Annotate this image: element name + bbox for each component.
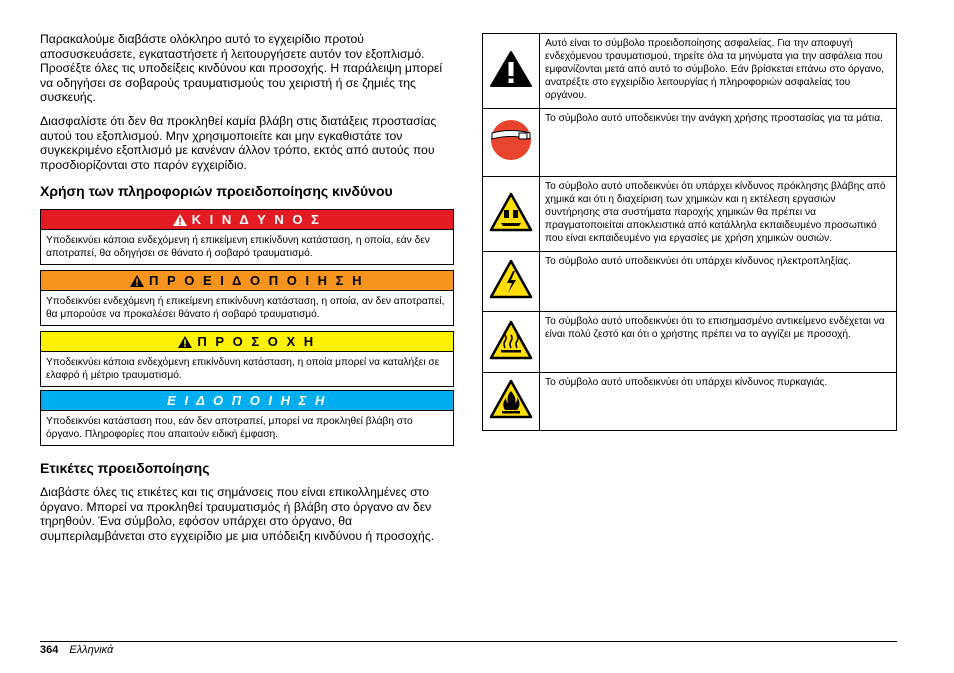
caution-box [40, 331, 454, 387]
warning-bar [41, 271, 453, 291]
symbol-text: Το σύμβολο αυτό υποδεικνύει ότι υπάρχει κίνδυνος πρόκλησης βλάβης από χημικά και ότι η διαχείριση των χημικών και η εκτέλεση εργασιών συντήρησης στα συστήματα παροχής χημικών θα πρέπει να πραγματοποιείται αποκλειστικά από κατάλληλα εκπαιδευμένο προσωπικό που είναι εκπαιδευμένο για εργασίες με χρήση χημικών ουσιών. [540, 177, 897, 252]
intro-paragraph-1: Παρακαλούμε διαβάστε ολόκληρο αυτό το εγχειρίδιο προτού αποσυσκευάσετε, εγκαταστήσετε ή λειτουργήσετε αυτόν τον εξοπλισμό. Προσέξτε όλες τις υποδείξεις κινδύνου και προσοχής. Η παράλειψη μπορεί να οδηγήσει σε σοβαρούς τραυματισμούς του χειριστή ή σε ζημιές της συσκευής. [40, 32, 443, 105]
symbol-text: Το σύμβολο αυτό υποδεικνύει την ανάγκη χρήσης προστασίας για τα μάτια. [540, 109, 897, 177]
symbol-text: Το σύμβολο αυτό υποδεικνύει ότι υπάρχει κίνδυνος πυρκαγιάς. [540, 373, 897, 431]
symbol-row [483, 177, 897, 252]
symbols-table [482, 33, 897, 431]
symbol-row [483, 252, 897, 312]
danger-label: Κ Ι Ν Δ Υ Ν Ο Σ [191, 212, 322, 227]
footer-divider [40, 641, 897, 642]
footer-language: Ελληνικά [69, 644, 114, 656]
notice-label: Ε Ι Δ Ο Π Ο Ι Η Σ Η [167, 393, 327, 408]
safety-alert-icon [489, 50, 533, 88]
notice-box [40, 390, 454, 446]
chemical-hazard-icon [489, 192, 533, 232]
intro-paragraph-2: Διασφαλίστε ότι δεν θα προκληθεί καμία βλάβη στις διατάξεις προστασίας αυτού του εξοπλισμού. Μην χρησιμοποιείτε και μην εγκαθιστάτε τον συγκεκριμένο εξοπλισμό με κανέναν άλλον τρόπο, εκτός από αυτούς που προσδιορίζονται στο παρόν εγχειρίδιο. [40, 113, 437, 172]
symbol-row [483, 34, 897, 109]
warning-triangle-icon [178, 336, 192, 348]
symbol-text: Το σύμβολο αυτό υποδεικνύει ότι υπάρχει κίνδυνος ηλεκτροπληξίας. [540, 252, 897, 312]
hot-surface-icon [489, 320, 533, 360]
hazard-info-heading: Χρήση των πληροφοριών προειδοποίησης κινδύνου [40, 183, 393, 199]
symbol-row [483, 109, 897, 177]
notice-text: Υποδεικνύει κατάσταση που, εάν δεν αποτραπεί, μπορεί να προκληθεί βλάβη στο όργανο. Πληροφορίες που απαιτούν ειδική έμφαση. [46, 416, 413, 440]
symbol-text: Το σύμβολο αυτό υποδεικνύει ότι το επισημασμένο αντικείμενο ενδέχεται να είναι πολύ ζεστό και ότι ο χρήστης πρέπει να το αγγίζει με προσοχή. [540, 312, 897, 373]
danger-bar [41, 210, 453, 230]
page-number: 364 [40, 644, 59, 656]
danger-text: Υποδεικνύει κάποια ενδεχόμενη ή επικείμενη επικίνδυνη κατάσταση, η οποία, εάν δεν αποτραπεί, θα οδηγήσει σε θάνατο ή σοβαρό τραυματισμό. [46, 235, 430, 259]
caution-bar [41, 332, 453, 352]
warning-triangle-icon [173, 214, 187, 226]
caution-text: Υποδεικνύει κάποια ενδεχόμενη επικίνδυνη κατάσταση, η οποία μπορεί να καταλήξει σε ελαφρό ή μέτριο τραυματισμό. [46, 357, 440, 381]
warning-triangle-icon [130, 275, 144, 287]
caution-label: Π Ρ Ο Σ Ο Χ Η [197, 334, 316, 349]
eye-protection-icon [489, 118, 533, 162]
symbol-text: Αυτό είναι το σύμβολο προειδοποίησης ασφαλείας. Για την αποφυγή ενδεχόμενου τραυματισμού, τηρείτε όλα τα μηνύματα για την ασφάλεια που εμφανίζονται μετά από αυτό το σύμβολο. Εάν βρίσκεται επάνω στο όργανο, ανατρέξτε στο εγχειρίδιο λειτουργίας ή πληροφοριών ασφαλείας του οργάνου. [540, 34, 897, 109]
symbol-row [483, 312, 897, 373]
footer [40, 644, 113, 656]
labels-paragraph: Διαβάστε όλες τις ετικέτες και τις σημάνσεις που είναι επικολλημένες στο όργανο. Μπορεί να προκληθεί τραυματισμός ή βλάβη στο όργανο αν δεν τηρηθούν. Ένα σύμβολο, εφόσον υπάρχει στο όργανο, θα συμπεριλαμβάνεται στο εγχειρίδιο με μια υπόδειξη κινδύνου ή προσοχής. [40, 485, 435, 543]
electrical-hazard-icon [489, 259, 533, 299]
labels-heading: Ετικέτες προειδοποίησης [40, 460, 210, 476]
fire-hazard-icon [489, 379, 533, 419]
warning-label: Π Ρ Ο Ε Ι Δ Ο Π Ο Ι Η Σ Η [149, 273, 364, 288]
intro [40, 32, 456, 181]
warning-text: Υποδεικνύει ενδεχόμενη ή επικείμενη επικίνδυνη κατάσταση, η οποία, αν δεν αποτραπεί, θα μπορούσε να προκαλέσει θάνατο ή σοβαρό τραυματισμό. [46, 296, 445, 320]
symbol-row [483, 373, 897, 431]
notice-bar [41, 391, 453, 411]
warning-box [40, 270, 454, 326]
danger-box [40, 209, 454, 265]
